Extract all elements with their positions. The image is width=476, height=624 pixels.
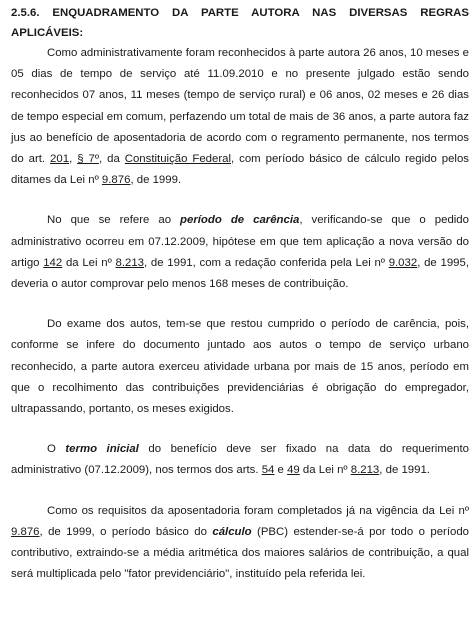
text-run: O — [47, 443, 66, 456]
link-lei-8213[interactable]: 8.213 — [350, 464, 380, 477]
text-run: , de 1991. — [379, 464, 430, 477]
paragraph-termo-inicial — [11, 439, 469, 481]
link-art-201[interactable]: 201 — [50, 153, 70, 166]
text-run: Como os requisitos da aposentadoria foram completados já na vigência da Lei nº — [47, 504, 469, 517]
link-lei-9876[interactable]: 9.876 — [11, 525, 40, 538]
text-run: , da — [98, 153, 125, 166]
link-lei-9876[interactable]: 9.876 — [101, 174, 131, 187]
section-heading: 2.5.6. ENQUADRAMENTO DA PARTE AUTORA NAS DIVERSAS REGRAS APLICÁVEIS: — [11, 7, 469, 39]
document-page — [11, 0, 469, 585]
paragraph-gap — [11, 482, 469, 501]
text-run: No que se refere ao — [47, 214, 181, 227]
text-run: , verificando-se que o pedido administrativo ocorreu em 07.12.2009, hipótese em que tem aplicação a nova versão do artigo — [11, 214, 469, 269]
text-run: do benefício deve ser fixado na data do requerimento administrativo (07.12.2009), nos termos dos arts. — [11, 443, 469, 477]
text-run: , com período básico de cálculo regido pelos ditames da Lei nº — [11, 153, 469, 187]
text-run: Como administrativamente foram reconhecidos à parte autora 26 anos, 10 meses e 05 dias de tempo de serviço até 11.09.2010 e no presente julgado estão sendo reconhecidos 07 anos, 11 meses (tempo de serviço rural) e 06 anos, 02 meses e 26 dias de tempo especial em comum, perfazendo um total de mais de 36 anos, a parte autora faz jus ao benefício de aposentadoria de acordo com o regramento permanente, nos termos do art. — [11, 47, 469, 166]
paragraph-calculo — [11, 501, 469, 586]
link-art-49[interactable]: 49 — [287, 464, 300, 477]
text-run: da Lei nº — [62, 256, 116, 269]
text-run: da Lei nº — [299, 464, 351, 477]
link-constituicao-federal[interactable]: Constituição Federal — [124, 153, 232, 166]
link-art-54[interactable]: 54 — [261, 464, 275, 477]
text-run: , — [69, 153, 78, 166]
emphasis-periodo-de-carencia: período de carência — [180, 214, 300, 227]
paragraph-tempo-de-servico — [11, 43, 469, 191]
text-run: , de 1999. — [130, 174, 182, 187]
link-art-142[interactable]: 142 — [43, 256, 63, 269]
text-run: (PBC) estender-se-á por todo o período contributivo, extraindo-se a média aritmética dos maiores salários de contribuição, a qual será multiplicada pelo "fator previdenciário", instituído pela referida lei. — [11, 525, 470, 581]
link-lei-8213[interactable]: 8.213 — [115, 256, 145, 269]
emphasis-calculo: cálculo — [212, 525, 252, 538]
link-lei-9032[interactable]: 9.032 — [388, 256, 418, 269]
text-run: e — [274, 464, 288, 477]
text-run: , de 1995, deveria o autor comprovar pelo menos 168 meses de contribuição. — [11, 256, 469, 291]
paragraph-gap — [11, 420, 469, 439]
emphasis-termo-inicial: termo inicial — [65, 443, 139, 456]
paragraph-periodo-de-carencia — [11, 210, 469, 295]
text-run: , de 1991, com a redação conferida pela Lei nº — [144, 256, 389, 269]
paragraph-exame-dos-autos: Do exame dos autos, tem-se que restou cumprido o período de carência, pois, conforme se infere do documento juntado aos autos o tempo de serviço urbano reconhecido, a parte autora exerceu atividade urbana por mais de 15 anos, período em que o recolhimento das contribuições previdenciárias é obrigação do empregador, ultrapassando, portanto, os meses exigidos. — [11, 318, 469, 416]
text-run: , de 1999, o período básico do — [39, 525, 213, 538]
paragraph-gap — [11, 191, 469, 210]
link-paragrafo-7[interactable]: § 7º — [77, 153, 99, 166]
paragraph-gap — [11, 295, 469, 314]
